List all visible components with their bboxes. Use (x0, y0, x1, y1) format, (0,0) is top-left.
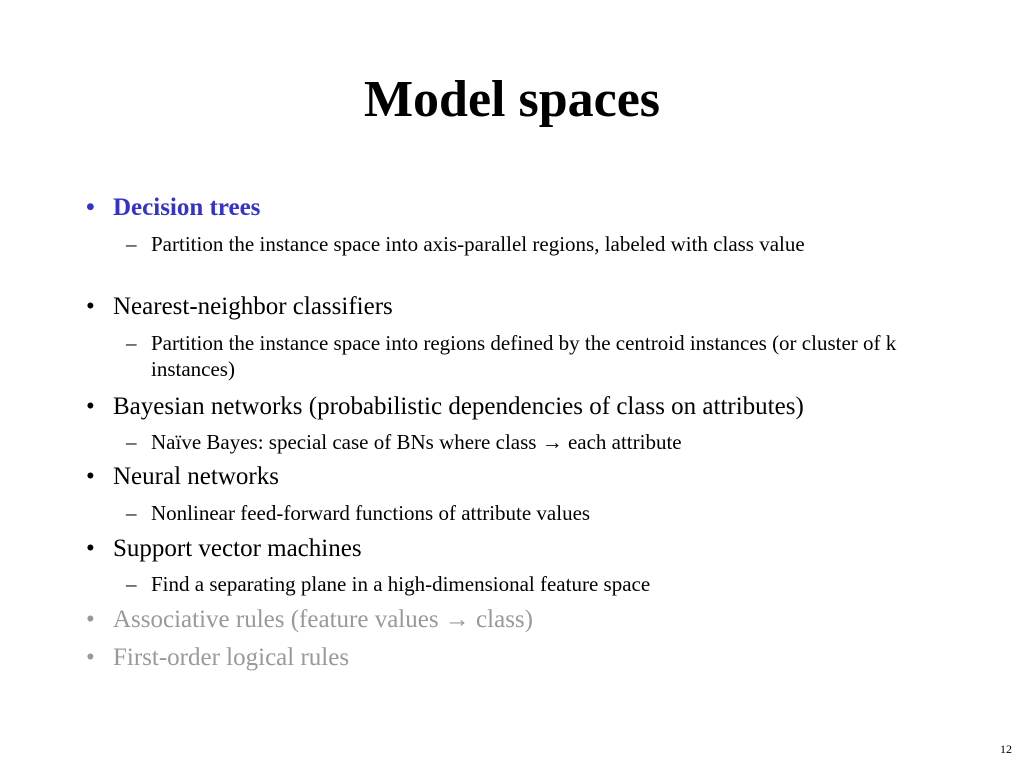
dash-marker: – (126, 572, 137, 596)
subbullet-text: Partition the instance space into axis-parallel regions, labeled with class value (151, 232, 805, 256)
bullet-neural-networks (86, 462, 946, 492)
subbullet-nearest-neighbor (126, 330, 916, 382)
bullet-associative-rules (86, 605, 946, 635)
bullet-marker: • (86, 606, 95, 633)
bullet-text: Decision trees (113, 194, 261, 221)
bullet-marker: • (86, 463, 95, 490)
bullet-marker: • (86, 644, 95, 671)
bullet-nearest-neighbor (86, 292, 946, 322)
bullet-marker: • (86, 535, 95, 562)
subbullet-text: Find a separating plane in a high-dimensional feature space (151, 572, 651, 596)
bullet-text: First-order logical rules (113, 644, 350, 671)
subbullet-neural-networks (126, 500, 916, 526)
bullet-marker: • (86, 393, 95, 420)
bullet-marker: • (86, 194, 95, 221)
subbullet-text: Partition the instance space into regions defined by the centroid instances (or cluster of k instances) (151, 331, 897, 381)
slide-title: Model spaces (363, 71, 661, 128)
bullet-text: Associative rules (feature values → class) (113, 606, 533, 633)
bullet-text: Neural networks (113, 463, 279, 490)
bullet-text: Bayesian networks (probabilistic dependencies of class on attributes) (113, 393, 804, 420)
bullet-decision-trees (86, 193, 946, 223)
bullet-marker: • (86, 293, 95, 320)
dash-marker: – (126, 501, 137, 525)
subbullet-text: Naïve Bayes: special case of BNs where class → each attribute (151, 430, 682, 454)
dash-marker: – (126, 331, 137, 355)
bullet-text: Support vector machines (113, 535, 362, 562)
dash-marker: – (126, 430, 137, 454)
bullet-bayesian-networks (86, 392, 946, 422)
bullet-support-vector-machines (86, 534, 946, 564)
subbullet-decision-trees (126, 231, 916, 257)
dash-marker: – (126, 232, 137, 256)
subbullet-support-vector-machines (126, 571, 916, 597)
page-number: 12 (1000, 742, 1012, 756)
subbullet-text: Nonlinear feed-forward functions of attribute values (151, 501, 591, 525)
bullet-first-order-logical-rules (86, 643, 946, 673)
subbullet-naive-bayes (126, 429, 916, 455)
bullet-text: Nearest-neighbor classifiers (113, 293, 393, 320)
